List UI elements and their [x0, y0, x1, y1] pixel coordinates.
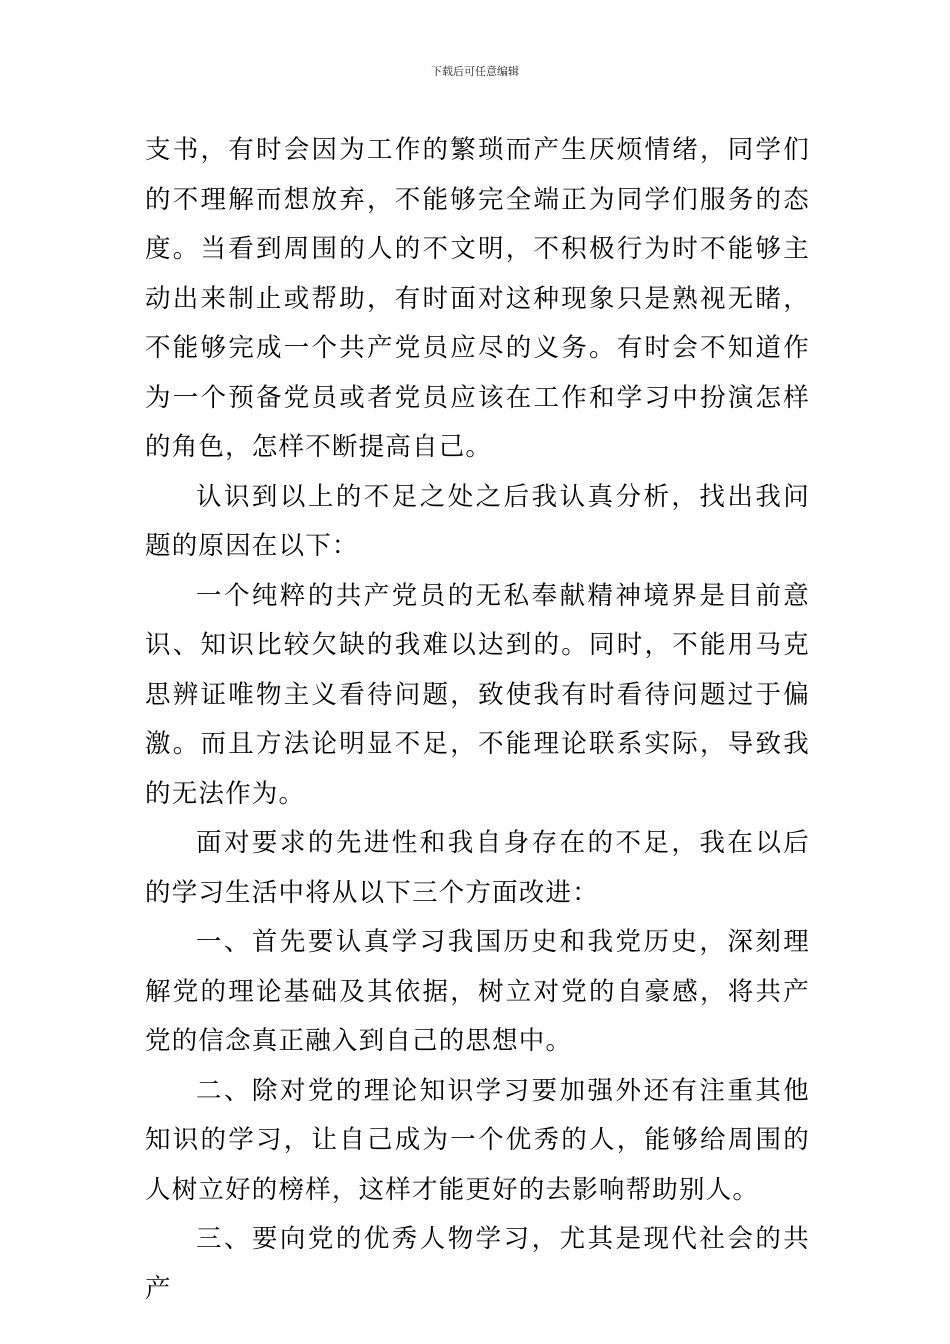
paragraph-point-three: 三、要向党的优秀人物学习，尤其是现代社会的共产 [145, 1224, 810, 1304]
paragraph-point-two: 二、除对党的理论知识学习要加强外还有注重其他知识的学习，让自己成为一个优秀的人，能够给周围的人树立好的榜样，这样才能更好的去影响帮助别人。 [145, 1075, 810, 1205]
paragraph-analysis: 认识到以上的不足之处之后我认真分析，找出我问题的原因在以下： [145, 481, 810, 561]
page-header: 下载后可任意编辑 [431, 65, 519, 78]
document-body [145, 126, 810, 1314]
paragraph-continuation: 支书，有时会因为工作的繁琐而产生厌烦情绪，同学们的不理解而想放弃，不能够完全端正为同学们服务的态度。当看到周围的人的不文明，不积极行为时不能够主动出来制止或帮助，有时面对这种现象只是熟视无睹，不能够完成一个共产党员应尽的义务。有时会不知道作为一个预备党员或者党员应该在工作和学习中扮演怎样的角色，怎样不断提高自己。 [145, 135, 810, 462]
paragraph-improvements-intro: 面对要求的先进性和我自身存在的不足，我在以后的学习生活中将从以下三个方面改进： [145, 828, 810, 908]
paragraph-causes: 一个纯粹的共产党员的无私奉献精神境界是目前意识、知识比较欠缺的我难以达到的。同时，不能用马克思辨证唯物主义看待问题，致使我有时看待问题过于偏激。而且方法论明显不足，不能理论联系实际，导致我的无法作为。 [145, 580, 810, 809]
paragraph-point-one: 一、首先要认真学习我国历史和我党历史，深刻理解党的理论基础及其依据，树立对党的自豪感，将共产党的信念真正融入到自己的思想中。 [145, 927, 810, 1056]
